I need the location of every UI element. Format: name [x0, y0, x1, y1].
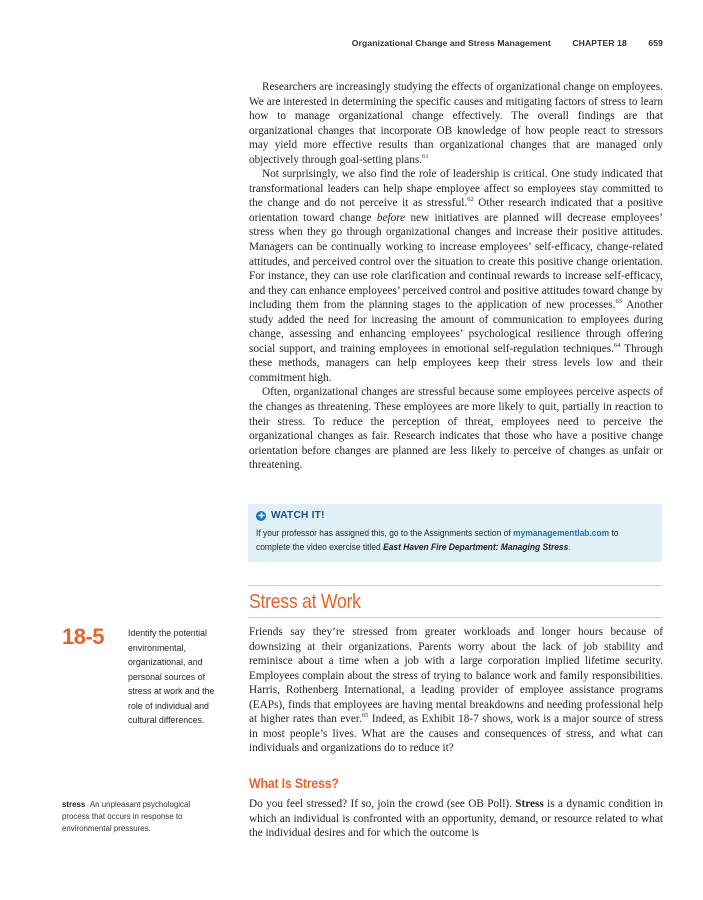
intro-text-block [249, 80, 663, 473]
endnote-ref: 61 [422, 152, 429, 160]
running-head [0, 38, 663, 48]
body-paragraph: Often, organizational changes are stressful because some employees perceive aspects of the changes as threatening. These employees are more likely to quit, partially in reaction to their stress. To reduce the perception of threat, employees need to perceive the organizational changes as fair. Research indicates that those who have a positive change orientation before changes are planned are less likely to perceive of changes as unfair or threatening. [249, 386, 663, 472]
video-title: East Haven Fire Department: Managing Stress [383, 541, 569, 552]
body-paragraph: Not surprisingly, we also find the role of leadership is critical. One study indicated that transformational leaders can help shape employee affect so employees stay committed to the change and do not perceive it as stressful.$^{62}$ Other research indicated that a positive orientation toward change before new initiatives are planned will decrease employees’ stress when they go through organizational changes and increase their positive attitudes. Managers can be continually working to increase employees’ self-efficacy, change-related attitudes, and perceived control over the situation to create this positive change orientation. For instance, they can use role clarification and continual rewards to increase self-efficacy, and they can enhance employees’ perceived control and positive attitudes toward change by including them from the planning stages to the application of new processes.$^{63}$ Another study added the need for increasing the amount of communication to employees during change, assessing and enhancing employees’ psychological resilience through offering social support, and training employees in emotional self-regulation techniques.$^{64}$ Through these methods, managers can help employees keep their stress levels low and their commitment high. [249, 168, 664, 384]
margin-glossary [62, 798, 214, 835]
endnote-ref: 64 [613, 341, 621, 349]
chapter-label: CHAPTER 18 [572, 38, 627, 48]
body-paragraph: Researchers are increasingly studying the effects of organizational change on employees. We are interested in determining the specific causes and mitigating factors of stress to learn how to manage organizational change effectively. The overall findings are that organizational changes that incorporate OB knowledge of how people react to stressors may yield more effective results than organizational changes that are managed only objectively through goal-setting plans.$^{61}$ [249, 81, 663, 166]
glossary-term: stress [62, 799, 86, 809]
running-head-title: Organizational Change and Stress Management [351, 38, 551, 48]
watch-it-box [248, 504, 662, 562]
mymanagementlab-link[interactable]: mymanagementlab.com [513, 527, 610, 538]
watch-it-text: If your professor has assigned this, go to the Assignments section of mymanagementlab.com to complete the video exercise titled East Haven Fire Department: Managing Stress. [256, 527, 619, 552]
body-paragraph: Friends say they’re stressed from greater workloads and longer hours because of downsizing at their organizations. Parents worry about the lack of job stability and reminisce about a time when a job with a large corporation implied lifetime security. Employees complain about the stress of trying to balance work and family responsibilities. Harris, Rothenberg International, a leading provider of employee assistance programs (EAPs), finds that employees are having mental breakdowns and needing professional help at higher rates than ever.$^{65}$ Indeed, as Exhibit 18-7 shows, work is a major source of stress in most people’s lives. What are the causes and consequences of stress, and what can individuals and organizations do to reduce it? [249, 626, 663, 755]
endnote-ref: 62 [467, 196, 474, 204]
glossary-definition: An unpleasant psychological process that occurs in response to environmental pressures. [62, 799, 191, 834]
learning-objective-text: Identify the potential environmental, organizational, and personal sources of stress at work and the role of individual and cultural differences. [128, 628, 215, 726]
section-divider-bottom [248, 617, 662, 618]
subsection-text-block [249, 797, 663, 841]
section-text-block [249, 625, 663, 756]
key-term: Stress [515, 798, 544, 810]
page-number: 659 [648, 38, 663, 48]
section-divider-top [248, 585, 662, 586]
endnote-ref: 63 [615, 298, 622, 306]
body-paragraph: Do you feel stressed? If so, join the crowd (see OB Poll). Stress is a dynamic condition in which an individual is confronted with an opportunity, demand, or resource related to what the individual desires and for which the outcome is [249, 798, 663, 840]
watch-it-title: WATCH IT! [271, 510, 325, 521]
endnote-ref: 65 [361, 712, 369, 720]
plus-circle-icon [256, 511, 266, 521]
subsection-heading: What Is Stress? [249, 775, 339, 791]
learning-objective-number: 18-5 [62, 624, 105, 649]
section-title: Stress at Work [249, 590, 361, 613]
watch-it-heading [256, 510, 654, 521]
